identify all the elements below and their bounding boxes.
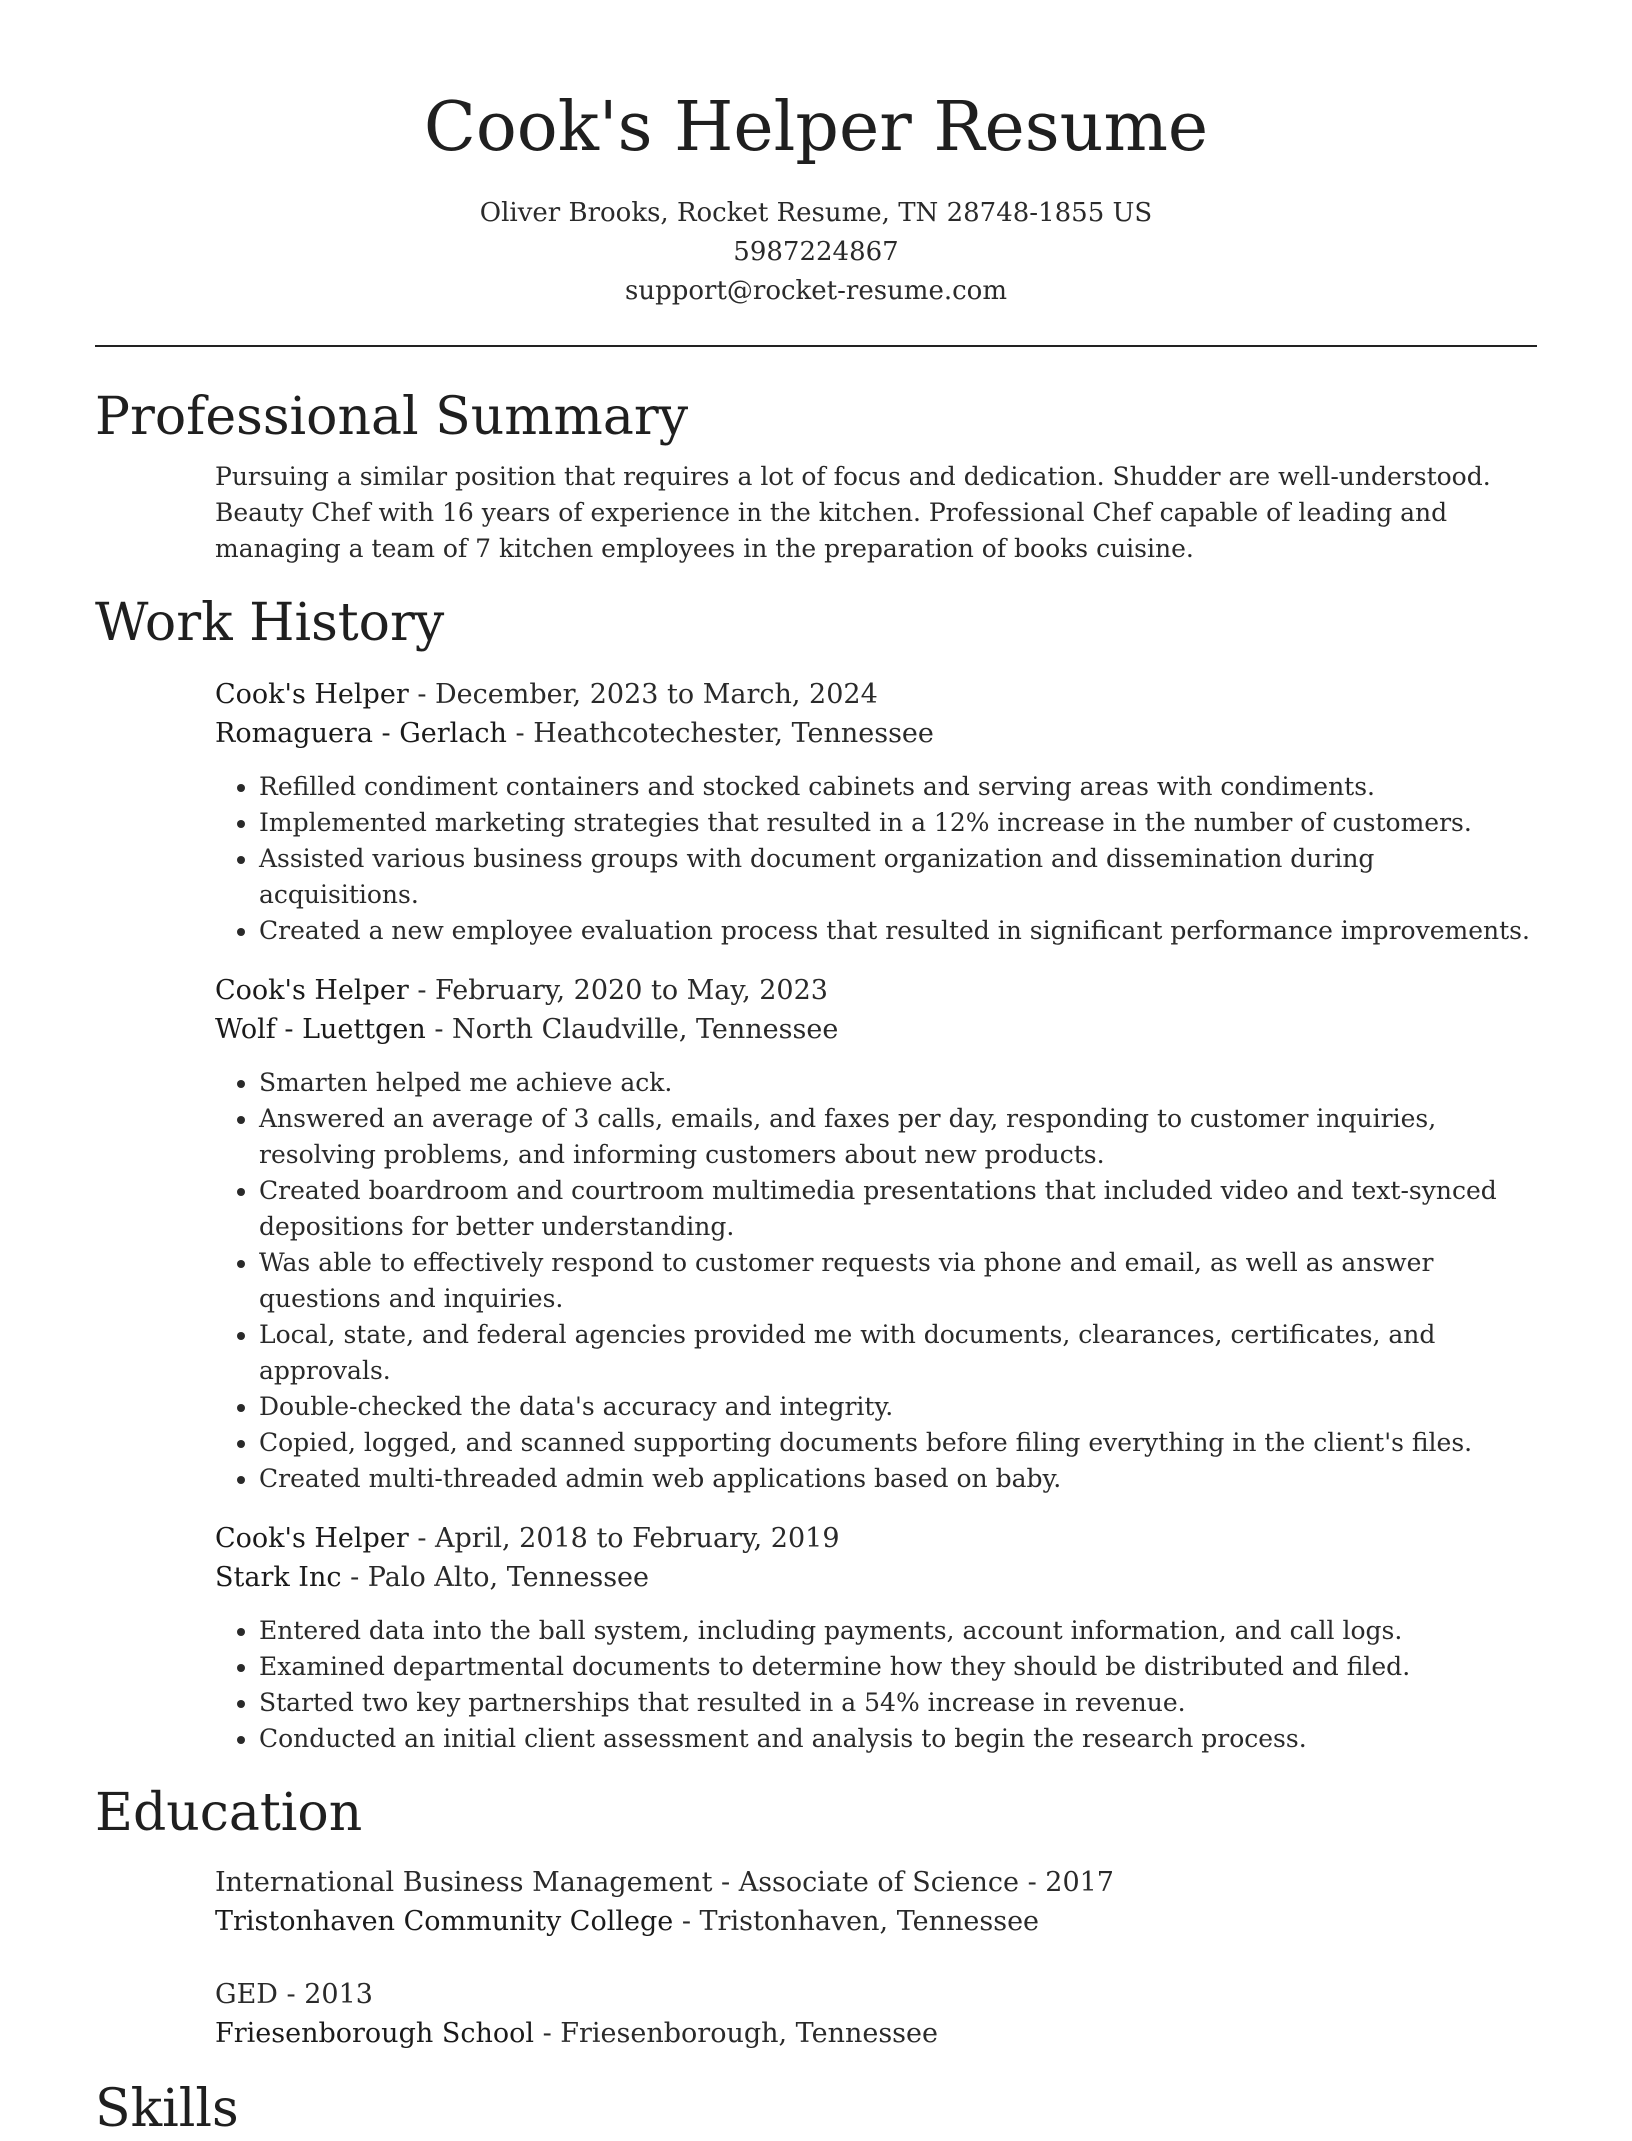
job-location: - North Claudville, Tennessee bbox=[425, 1014, 839, 1045]
education-school: Friesenborough School bbox=[215, 2018, 534, 2049]
job-bullet: • Created a new employee evaluation process that resulted in significant performance improvements. bbox=[259, 913, 1537, 949]
job-bullet: • Implemented marketing strategies that resulted in a 12% increase in the number of customers. bbox=[259, 805, 1537, 841]
header-divider bbox=[95, 345, 1537, 347]
contact-email: support@rocket-resume.com bbox=[624, 276, 1007, 306]
job-bullet: • Created multi-threaded admin web applications based on baby. bbox=[259, 1461, 1537, 1497]
work-history-list bbox=[95, 675, 1537, 1757]
job-company: Wolf - Luettgen bbox=[215, 1014, 426, 1045]
job-bullet: • Copied, logged, and scanned supporting documents before filing everything in the client's files. bbox=[259, 1425, 1537, 1461]
education-location: - Friesenborough, Tennessee bbox=[533, 2018, 938, 2049]
job-title-line bbox=[215, 1519, 1537, 1558]
job-title-line bbox=[215, 971, 1537, 1010]
job-bullet: • Refilled condiment containers and stocked cabinets and serving areas with condiments. bbox=[259, 769, 1537, 805]
education-school-line bbox=[215, 1902, 1537, 1941]
job-company: Romaguera - Gerlach bbox=[215, 718, 507, 749]
education-entry bbox=[215, 1863, 1537, 1941]
work-history-heading: Work History bbox=[95, 593, 445, 653]
job-bullet: • Created boardroom and courtroom multimedia presentations that included video and text-synced depositions for better understanding. bbox=[259, 1173, 1537, 1245]
job-dates: - December, 2023 to March, 2024 bbox=[408, 679, 878, 710]
education-list bbox=[95, 1863, 1537, 2053]
contact-info bbox=[95, 194, 1537, 311]
education-school: Tristonhaven Community College bbox=[215, 1906, 674, 1937]
education-entry bbox=[215, 1975, 1537, 2053]
education-degree: GED - 2013 bbox=[215, 1979, 373, 2010]
resume-header bbox=[95, 0, 1537, 311]
job-entry bbox=[215, 971, 1537, 1497]
job-location: - Palo Alto, Tennessee bbox=[341, 1562, 650, 1593]
skills-heading: Skills bbox=[95, 2079, 239, 2139]
job-bullet: • Started two key partnerships that resulted in a 54% increase in revenue. bbox=[259, 1685, 1537, 1721]
job-bullets bbox=[215, 1065, 1537, 1497]
job-bullet: • Conducted an initial client assessment and analysis to begin the research process. bbox=[259, 1721, 1537, 1757]
job-dates: - April, 2018 to February, 2019 bbox=[408, 1523, 840, 1554]
job-company: Stark Inc bbox=[215, 1562, 342, 1593]
summary-heading: Professional Summary bbox=[95, 387, 689, 447]
summary-text: Pursuing a similar position that requires a lot of focus and dedication. Shudder are well-understood. Beauty Chef with 16 years of experience in the kitchen. Professional Chef capable of leading and managing a team of 7 kitchen employees in the preparation of books cuisine. bbox=[215, 462, 1491, 563]
job-bullet: • Local, state, and federal agencies provided me with documents, clearances, certificates, and approvals. bbox=[259, 1317, 1537, 1389]
job-bullet: • Entered data into the ball system, including payments, account information, and call logs. bbox=[259, 1613, 1537, 1649]
job-title: Cook's Helper bbox=[215, 975, 409, 1006]
job-title-line bbox=[215, 675, 1537, 714]
education-school-line bbox=[215, 2014, 1537, 2053]
job-dates: - February, 2020 to May, 2023 bbox=[408, 975, 828, 1006]
job-bullet: • Smarten helped me achieve ack. bbox=[259, 1065, 1537, 1101]
job-bullet: • Assisted various business groups with document organization and dissemination during acquisitions. bbox=[259, 841, 1537, 913]
education-heading: Education bbox=[95, 1783, 363, 1843]
job-bullets bbox=[215, 769, 1537, 949]
education-degree: International Business Management - Associate of Science - 2017 bbox=[215, 1867, 1114, 1898]
job-bullet: • Was able to effectively respond to customer requests via phone and email, as well as answer questions and inquiries. bbox=[259, 1245, 1537, 1317]
job-company-line bbox=[215, 714, 1537, 753]
contact-address: Oliver Brooks, Rocket Resume, TN 28748-1855 US bbox=[479, 198, 1153, 228]
contact-phone: 5987224867 bbox=[733, 237, 899, 267]
job-company-line bbox=[215, 1558, 1537, 1597]
job-entry bbox=[215, 675, 1537, 949]
job-bullets bbox=[215, 1613, 1537, 1757]
job-title: Cook's Helper bbox=[215, 679, 409, 710]
education-location: - Tristonhaven, Tennessee bbox=[673, 1906, 1040, 1937]
resume-title: Cook's Helper Resume bbox=[423, 88, 1209, 167]
job-location: - Heathcotechester, Tennessee bbox=[506, 718, 934, 749]
job-entry bbox=[215, 1519, 1537, 1757]
job-bullet: • Double-checked the data's accuracy and integrity. bbox=[259, 1389, 1537, 1425]
job-bullet: • Answered an average of 3 calls, emails, and faxes per day, responding to customer inquiries, resolving problems, and informing customers about new products. bbox=[259, 1101, 1537, 1173]
job-bullet: • Examined departmental documents to determine how they should be distributed and filed. bbox=[259, 1649, 1537, 1685]
job-title: Cook's Helper bbox=[215, 1523, 409, 1554]
job-company-line bbox=[215, 1010, 1537, 1049]
